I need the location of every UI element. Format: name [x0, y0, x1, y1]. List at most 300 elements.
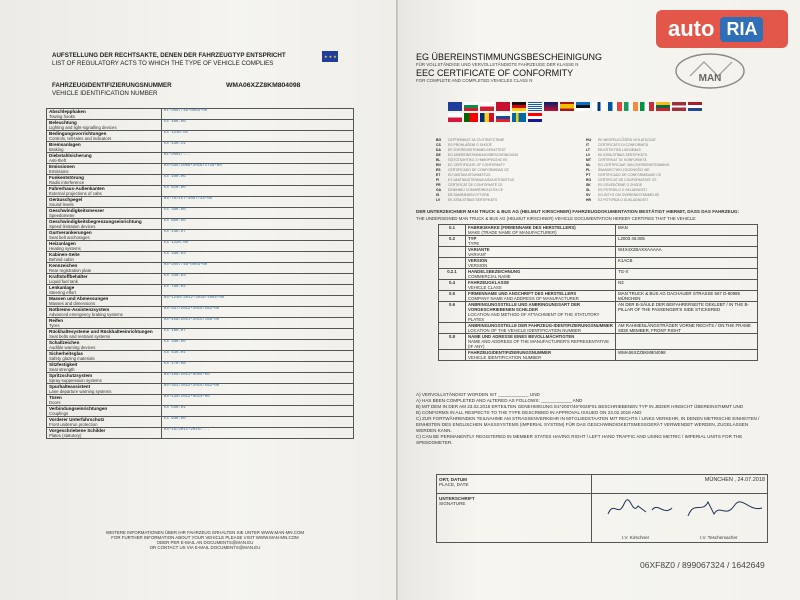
table-row [47, 318, 354, 329]
act-label [47, 395, 162, 406]
language-title: EG-CERTIFICAAT VAN OVEREENSTEMMING [598, 163, 670, 167]
field-value: MAN TRUCK & BUS AG DACHAUER STRASSE 667 D-80995 MÜNCHEN [616, 291, 758, 302]
act-label [47, 153, 162, 164]
signature-label-de: UNTERSCHRIFT [439, 496, 475, 501]
act-approval-number: E4 13R-11 [162, 142, 354, 153]
act-approval-number: E4 29R-03 [162, 252, 354, 263]
table-row [47, 263, 354, 274]
flag-icon [560, 102, 574, 111]
act-approval-number: e4*458/2011*2015/166*00 [162, 318, 354, 329]
act-approval-number: E4 39R-00 [162, 208, 354, 219]
flag-icon [464, 102, 478, 111]
act-approval-number: e4*347/2012*2015/562*00 [162, 307, 354, 318]
field-label-en: VEHICLE IDENTIFICATION NUMBER [468, 355, 542, 360]
language-code: SL [586, 188, 591, 192]
field-label-de: FABRIKMARKE (FIRMENNAME DES HERSTELLERS) [468, 225, 576, 230]
act-approval-number: E4 89R-00 [162, 219, 354, 230]
flag-icon [464, 113, 478, 122]
act-approval-number: E4 93R-00 [162, 417, 354, 428]
act-approval-number: E4 34R-03 [162, 274, 354, 285]
field-number: 0.1 [439, 225, 466, 236]
language-title: EF-OVERENSSTEMMELSESATTEST [448, 148, 506, 152]
field-value: K1ACB [616, 258, 758, 269]
table-row [439, 258, 758, 269]
act-label-de: Heizanlagen [49, 241, 76, 246]
table-row [439, 323, 758, 334]
act-label-de: Bedingungsvorrichtungen [49, 131, 107, 136]
act-label-en: Plates (statutory) [49, 433, 82, 438]
table-row [47, 230, 354, 241]
language-title: CERTIFICATO DI CONFORMITÀ [598, 143, 649, 147]
act-approval-number: E4 122R-00 [162, 241, 354, 252]
field-label-de: TYP [468, 236, 477, 241]
table-row [47, 219, 354, 230]
language-title: EG-ÜBEREINSTIMMUNGSBESCHEINIGUNG [448, 153, 519, 157]
field-label [466, 269, 616, 280]
act-label [47, 263, 162, 274]
act-label [47, 197, 162, 208]
act-approval-number: e4*595/2009*2016/1718*00 [162, 164, 354, 175]
act-label [47, 230, 162, 241]
table-row [439, 291, 758, 302]
language-title: CERTIFICAT DE CONFORMITÉ CE [448, 183, 503, 187]
statement-a-de: A) VERVOLLSTÄNDIGT WORDEN IST ____________ UND [416, 392, 540, 397]
act-label [47, 307, 162, 318]
language-code: FI [436, 178, 440, 182]
vin-label [52, 82, 232, 97]
act-label-en: Steering effort [49, 290, 76, 295]
statement-a-en: A) HAS BEEN COMPLETED AND ALTERED AS FOLLOWS: ____________ AND [416, 398, 583, 403]
signature-label [437, 494, 592, 543]
statement-c-de: C) ZUR FORTWÄHRENDEN TEILNAHME AM STRASSENVERKEHR IN MITGLIEDSTAATEN MIT RECHTS / LINKS VERKEHR, IN DENEN METRISCHE EINHEITEN / EINHEITEN DES ENGLISCHEN MASSSYSTEMS (IMPERIAL SYSTEM) FÜR DAS GESCHWINDIGKEITSMESSGERÄT VERWENDET WERDEN, ZUGELASSEN WERDEN KANN. [416, 416, 760, 433]
field-value: TG-X [616, 269, 758, 280]
act-label [47, 131, 162, 142]
act-approval-number: e4*19/2011*2015/... [162, 428, 354, 439]
act-label-en: Lighting and light-signalling devices [49, 125, 117, 130]
table-row [47, 197, 354, 208]
table-row [47, 153, 354, 164]
act-approval-number: e4*351/2012*2015/562*00 [162, 384, 354, 395]
field-label [466, 291, 616, 302]
field-value: N3 [616, 280, 758, 291]
language-title: EY-VAATIMUSTENMUKAISUUSTODISTUS [448, 178, 515, 182]
act-approval-number: E4 10R-05 [162, 175, 354, 186]
act-approval-number: e1*2001/... [162, 153, 354, 164]
flag-icon [608, 102, 622, 111]
act-label [47, 384, 162, 395]
table-row [47, 274, 354, 285]
act-label-en: Couplings [49, 411, 69, 416]
field-label-de: HANDELSBEZEICHNUNG [468, 269, 521, 274]
field-number: 0.4 [439, 280, 466, 291]
field-value [616, 334, 758, 350]
table-row [439, 269, 758, 280]
act-label-de: Bremsanlagen [49, 142, 81, 147]
language-code: SV [586, 193, 591, 197]
table-row [439, 247, 758, 258]
field-label-de: VARIANTE [468, 247, 490, 252]
flag-icon [528, 102, 542, 111]
act-label-en: Front underrun protection [49, 422, 98, 427]
language-code: PL [586, 168, 591, 172]
declaration-de: DER UNTERZEICHNER MAN TRUCK & BUS AG (HELMUT KIRSCHNER) FAHRZEUGDOKUMENTATION BESTÄTIGT HIERMIT, DASS DAS FAHRZEUG: [416, 209, 739, 214]
flag-icon [672, 102, 686, 111]
language-title: CERTIFICAT DE CONFORMITATE CE [598, 178, 657, 182]
language-code: BG [436, 138, 442, 142]
language-code: RO [586, 178, 592, 182]
act-approval-number: E4 17R-08 [162, 362, 354, 373]
ria-text: RIA [720, 17, 763, 42]
autoria-watermark [656, 10, 788, 48]
language-code: HR [586, 198, 591, 202]
field-number [439, 258, 466, 269]
table-row [47, 186, 354, 197]
language-list [436, 138, 736, 203]
language-code: HU [586, 138, 591, 142]
field-label-en: NAME AND ADDRESS OF THE MANUFACTURER'S REPRESENTATIVE (IF ANY) [468, 339, 609, 349]
table-row [47, 307, 354, 318]
field-label-de: FAHRZEUGIDENTIFIZIERUNGSNUMMER [468, 350, 552, 355]
act-label-en: Behind cabin [49, 257, 74, 262]
flag-icon [512, 113, 526, 122]
field-label-en: COMMERCIAL NAME [468, 274, 511, 279]
table-row [47, 131, 354, 142]
act-label-en: Liquid fuel tank [49, 279, 78, 284]
language-title: EB ATITIKTIES LIUDIJIMAS [598, 148, 641, 152]
field-label [466, 225, 616, 236]
flag-icon [512, 102, 526, 111]
table-row [47, 406, 354, 417]
act-label [47, 175, 162, 186]
act-label-en: Seat belts and restraint systems [49, 334, 111, 339]
act-label-de: Funkentstörung [49, 175, 84, 180]
act-label-en: Seat belt anchorages [49, 235, 90, 240]
act-label-en: Heating systems [49, 246, 81, 251]
language-code: CS [436, 143, 441, 147]
language-code: NL [586, 163, 591, 167]
field-value: AN DER B-SÄULE DER BEIFAHRERSEITE GEKLEBT / IN THE B-PILLAR OF THE PASSENGER'S SIDE STICKERED [616, 302, 758, 323]
coc-title-de: EG ÜBEREINSTIMMUNGSBESCHEINIGUNG [416, 52, 603, 62]
field-number: 0.2.1 [439, 269, 466, 280]
act-label-en: Sound levels [49, 202, 74, 207]
language-title: ŚWIADECTWO ZGODNOŚCI WE [598, 168, 650, 172]
flag-icon [480, 102, 494, 111]
field-label-en: LOCATION AND METHOD OF ATTACHMENT OF THE STATUTORY PLATES [468, 312, 600, 322]
table-row [47, 428, 354, 439]
field-number: 0.8 [439, 334, 466, 350]
act-label-de: Geschwindigkeitsmesser [49, 208, 105, 213]
language-code: EL [436, 158, 441, 162]
flag-icon [448, 113, 462, 122]
language-code: LV [586, 153, 591, 157]
act-label-de: Diebstahlsicherung [49, 153, 92, 158]
table-row [47, 109, 354, 120]
language-code: DA [436, 148, 441, 152]
flag-icon [544, 102, 558, 111]
flag-icon [496, 102, 510, 111]
act-approval-number: E4 16R-07 [162, 329, 354, 340]
signature-area [592, 494, 768, 543]
table-row [47, 329, 354, 340]
act-label-de: Vorgeschriebene Schilder [49, 428, 106, 433]
table-row [439, 302, 758, 323]
act-label [47, 274, 162, 285]
footer-line-en: FOR FURTHER INFORMATION ABOUT YOUR VEHICLE PLEASE VISIT WWW.MAN-MN.COM [111, 535, 299, 540]
act-label-de: Fahrerhaus-Außenkanten [49, 186, 105, 191]
table-row [47, 285, 354, 296]
field-number [439, 247, 466, 258]
act-label-de: Spurhalteassistent [49, 384, 91, 389]
language-title: ES POTRDILO O SKLADNOSTI [598, 188, 647, 192]
act-label [47, 186, 162, 197]
regulatory-heading-de: AUFSTELLUNG DER RECHTSAKTE, DENEN DER FAHRZEUGTYP ENTSPRICHT [52, 52, 286, 59]
table-row [47, 351, 354, 362]
language-title: EK MEGFELELŐSÉGI NYILATKOZAT [598, 138, 656, 142]
footer-line-3: ODER PER E-MAIL AN DOCUMENTS@MAN.EU [156, 540, 254, 545]
act-label-de: Massen und Abmessungen [49, 296, 109, 301]
table-row [439, 236, 758, 247]
table-row [439, 280, 758, 291]
act-label-de: Lenkanlage [49, 285, 75, 290]
act-label [47, 219, 162, 230]
footer-line-4: OR CONTACT US VIA E-MAIL DOCUMENTS@MAN.EU [149, 545, 261, 550]
vin-label-en: VEHICLE IDENTIFICATION NUMBER [52, 89, 158, 97]
act-label-en: Seat strength [49, 367, 75, 372]
language-code: LV [436, 198, 441, 202]
language-code: GA [436, 188, 442, 192]
language-code: MT [586, 158, 591, 162]
field-label-de: NAME UND ADRESSE EINES BEVOLLMÄCHTIGTEN [468, 334, 575, 339]
language-title: EK ATBILSTĪBAS SERTIFIKĀTS [598, 153, 648, 157]
act-label-en: Audible warning devices [49, 345, 96, 350]
act-label-de: Abschlepphaken [49, 109, 86, 114]
act-label-de: Verbindungseinrichtungen [49, 406, 108, 411]
signatory-2: I.V. Teschemacher [700, 535, 738, 540]
act-approval-number: e4*2007/46*0003*00 [162, 263, 354, 274]
act-label-de: Notbrems-Assistenzsystem [49, 307, 110, 312]
act-label-en: Tyres [49, 323, 60, 328]
language-code: FR [436, 183, 441, 187]
language-code: ET [436, 173, 441, 177]
language-title: ΠΙΣΤΟΠΟΙΗΤΙΚΟ ΣΥΜΜΟΡΦΩΣΗΣ ΕΚ [448, 158, 508, 162]
language-code: IS [436, 193, 440, 197]
field-number: 0.2 [439, 236, 466, 247]
act-approval-number: e4*70/157*2007/34*00 [162, 197, 354, 208]
language-title: ĊERTIFIKAT TA' KONFORMITÀ [598, 158, 647, 162]
act-label-de: Geschwindigkeitsbegrenzungseinrichtung [49, 219, 142, 224]
field-label-de: ANBRINGUNGSSTELLE UND ANBRINGUNGSART DER VORGESCHRIEBENEN SCHILDER [468, 302, 581, 312]
act-approval-number: E4 121R-01 [162, 131, 354, 142]
flag-icon [688, 102, 702, 111]
language-title: EB SAMRÆMISVOTTORÐ [448, 193, 490, 197]
place-date-value: MÜNCHEN , 24.07.2018 [592, 475, 768, 494]
statement-b-en: B) CONFORMS IN ALL RESPECTS TO THE TYPE DESCRIBED IN APPROVAL ISSUED ON 23.02.2018 AND [416, 410, 642, 415]
table-row [47, 373, 354, 384]
language-title: СЕРТИФИКАТ ЗА СЪОТВЕТСТВИЕ [448, 138, 505, 142]
footer-line-de: WEITERE INFORMATIONEN ÜBER IHR FAHRZEUG ERHALTEN SIE UNTER WWW.MAN-MN.COM [105, 530, 305, 535]
act-label [47, 351, 162, 362]
act-label-de: Emissionen [49, 164, 75, 169]
field-label-de: FIRMENNAME UND ANSCHRIFT DES HERSTELLERS [468, 291, 577, 296]
field-label-en: MAKE (TRADE NAME OF MANUFACTURER) [468, 230, 557, 235]
table-row [439, 334, 758, 350]
completion-statement [416, 392, 760, 446]
act-label [47, 296, 162, 307]
act-label-en: Rear registration plate [49, 268, 92, 273]
act-label-de: Kennzeichen [49, 263, 78, 268]
act-label-en: Safety glazing materials [49, 356, 95, 361]
act-approval-number: e1*2007/46*0003*00 [162, 109, 354, 120]
table-row [47, 340, 354, 351]
table-row [47, 164, 354, 175]
act-label-en: Masses and dimensions [49, 301, 96, 306]
language-title: CERTIFICADO DE CONFORMIDAD CE [448, 168, 509, 172]
vin-label-de: FAHRZEUGIDENTIFIZIERUNGSNUMMER [52, 82, 172, 89]
act-label-en: Towing hooks [49, 114, 76, 119]
field-label-de: VERSION [468, 258, 488, 263]
act-approval-number: E4 61R-00 [162, 186, 354, 197]
act-label [47, 241, 162, 252]
act-label [47, 362, 162, 373]
flag-icon [624, 102, 638, 111]
language-title: EC CERTIFICATE OF CONFORMITY [448, 163, 505, 167]
language-row [436, 198, 736, 203]
act-approval-number: E4 79R-02 [162, 285, 354, 296]
act-approval-number: E4 48R-06 [162, 120, 354, 131]
place-date-label [437, 475, 592, 494]
act-label-en: Controls, tell-tales and indicators [49, 136, 112, 141]
act-label-de: Kraftstoffbehälter [49, 274, 88, 279]
vin-value: WMA06XZZ8KM804098 [226, 82, 301, 89]
field-label-en: VERSION [468, 263, 488, 268]
table-row [47, 417, 354, 428]
act-label [47, 252, 162, 263]
field-number [439, 323, 466, 334]
act-label-de: Beleuchtung [49, 120, 77, 125]
act-label [47, 340, 162, 351]
flag-icon [496, 113, 510, 122]
autoria-text: auto [668, 16, 715, 41]
act-approval-number: E4 28R-00 [162, 340, 354, 351]
regulatory-heading-en: LIST OF REGULATORY ACTS TO WHICH THE TYPE OF VEHICLE COMPLIES [52, 59, 274, 67]
act-label [47, 109, 162, 120]
act-label [47, 142, 162, 153]
act-label-en: External projections of cabs [49, 191, 102, 196]
act-approval-number: e4*109/2011*0005*00 [162, 373, 354, 384]
field-value: L2003 46.005 [616, 236, 758, 247]
act-label-en: Spray-suppression systems [49, 378, 102, 383]
table-row [47, 296, 354, 307]
act-label [47, 318, 162, 329]
act-label-de: Gurtverankerungen [49, 230, 92, 235]
act-label [47, 285, 162, 296]
act-label-de: Sicherheitsglas [49, 351, 83, 356]
field-value: MAN [616, 225, 758, 236]
table-row [47, 241, 354, 252]
statement-b-de: B) MIT DEM IN DER AM 23.02.2018 ERTEILTEN GENEHMIGUNG E4*2007/46*0028*01 BESCHRIEBENEN TYP IN JEDER HINSICHT ÜBEREINSTIMMT UND [416, 404, 744, 409]
act-label-en: Braking [49, 147, 64, 152]
table-row [47, 362, 354, 373]
field-value: W4X4X2BAXXAAAAA [616, 247, 758, 258]
act-label-de: Kabinen-Seite [49, 252, 80, 257]
act-label-en: Radio interference [49, 180, 85, 185]
man-logo-icon [674, 52, 746, 90]
act-label [47, 428, 162, 439]
language-code: PT [586, 173, 591, 177]
language-code: ES [436, 168, 441, 172]
language-title: ES PROHLÁŠENÍ O SHODĚ [448, 143, 492, 147]
place-date-label-en: PLACE, DATE [439, 482, 469, 487]
document-code: 06XF8Z0 / 899067324 / 1642649 [640, 560, 765, 570]
act-label [47, 120, 162, 131]
field-label [466, 302, 616, 323]
signature-table [436, 474, 768, 543]
flag-icon [528, 113, 542, 122]
field-label-de: FAHRZEUGKLASSE [468, 280, 510, 285]
act-approval-number: e4*1230/2012*2016/1004*00 [162, 296, 354, 307]
flag-icon [656, 102, 670, 111]
table-row [439, 225, 758, 236]
language-title: ES OSVEDČENIE O ZHODE [598, 183, 643, 187]
flag-icon [480, 113, 494, 122]
field-label [466, 236, 616, 247]
field-number [439, 350, 466, 361]
man-logo-text: MAN [698, 73, 722, 84]
act-label-en: Anti-theft [49, 158, 67, 163]
act-approval-number: E4 43R-01 [162, 351, 354, 362]
table-row [47, 252, 354, 263]
regulatory-acts-table [46, 108, 354, 439]
place-date-label-de: ORT, DATUM [439, 477, 467, 482]
field-label [466, 258, 616, 269]
act-approval-number: E4 55R-01 [162, 406, 354, 417]
act-label [47, 329, 162, 340]
table-row [47, 384, 354, 395]
table-row [47, 120, 354, 131]
regulatory-acts-page [0, 0, 398, 600]
signature-label-en: SIGNATURE [439, 501, 466, 506]
act-label-de: Sitzfestigkeit [49, 362, 78, 367]
field-number: 0.5 [439, 291, 466, 302]
statement-c-en: C) CAN BE PERMANENTLY REGISTERED IN MEMBER STATES HAVING RIGHT / LEFT HAND TRAFFIC AND USING METRIC / IMPERIAL UNITS FOR THE SPEEDOMETER. [416, 434, 743, 445]
act-label-de: Geräuschpegel [49, 197, 83, 202]
field-label-en: TYPE [468, 241, 480, 246]
language-title: DEIMHNIÚ COMHRÉIREACHTA CE [448, 188, 504, 192]
field-value: WMA06XZZ8KM804098 [616, 350, 758, 361]
act-label-de: Türen [49, 395, 62, 400]
declaration-en: THE UNDERSIGNED MAN TRUCK & BUS AG (HELMUT KIRSCHNER) VEHICLE DOCUMENTATION HEREBY CERTIFIES THAT THE VEHICLE: [416, 216, 697, 221]
table-row [439, 350, 758, 361]
field-number: 0.6 [439, 302, 466, 323]
member-state-flags [448, 102, 708, 122]
act-label [47, 417, 162, 428]
language-code: SK [586, 183, 591, 187]
flag-icon [592, 102, 606, 111]
act-label-de: Schallzeichen [49, 340, 80, 345]
field-label [466, 323, 616, 334]
act-label-en: Speedometer [49, 213, 75, 218]
table-row [47, 395, 354, 406]
table-row [47, 175, 354, 186]
field-label-en: LOCATION OF THE VEHICLE IDENTIFICATION NUMBER [468, 328, 581, 333]
eu-flag-icon [322, 51, 338, 62]
act-label-de: Vorderer Unterfahrschutz [49, 417, 105, 422]
language-title: EZ POTVRDA O SUKLADNOSTI [598, 198, 648, 202]
language-code: IT [586, 143, 590, 147]
act-label [47, 373, 162, 384]
field-label-de: ANBRINGUNGSSTELLE DER FAHRZEUG-IDENTIFIZIERUNGSNUMMER [468, 323, 613, 328]
flag-icon [448, 102, 462, 111]
